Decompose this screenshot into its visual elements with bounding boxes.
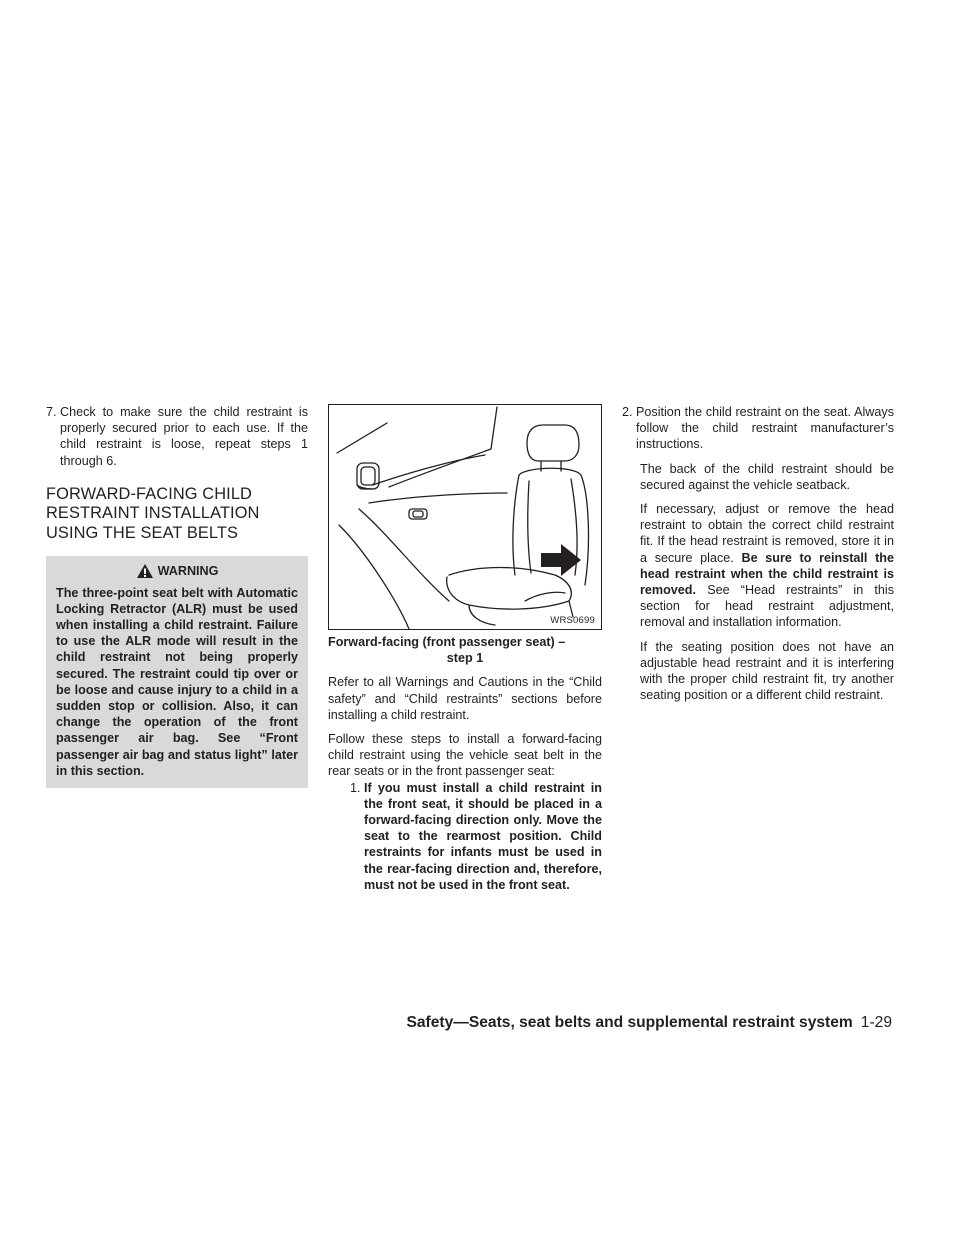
warning-triangle-icon [136, 563, 154, 579]
head-restraint-text: If necessary, adjust or remove the head restraint to obtain the correct child restraint fit. If the head restraint is removed, store it in a secure place. [640, 502, 894, 565]
middle-column [328, 404, 602, 893]
seat-illustration [328, 404, 602, 630]
footer-title: Safety—Seats, seat belts and supplemental restraint system [406, 1014, 853, 1031]
step-number: 1. [350, 780, 361, 795]
step-1 [328, 780, 602, 893]
seat-drawing [329, 405, 601, 629]
step-text: Position the child restraint on the seat. Always follow the child restraint manufacturer’s instructions. [636, 405, 894, 452]
intro-paragraph: Refer to all Warnings and Cautions in the “Child safety” and “Child restraints” sections before installing a child restraint. [328, 675, 602, 722]
section-title: FORWARD-FACING CHILD RESTRAINT INSTALLATION USING THE SEAT BELTS [46, 484, 260, 542]
head-restraint-tail: See “Head restraints” in this section for head restraint adjustment, removal and installation information. [640, 583, 894, 630]
page-footer [400, 1013, 892, 1033]
left-column [46, 404, 308, 788]
seatback-paragraph: The back of the child restraint should be secured against the vehicle seatback. [640, 461, 894, 492]
figure-code: WRS0699 [550, 615, 595, 626]
head-restraint-paragraph [640, 501, 894, 631]
head-restraint-bold: Be sure to reinstall the head restraint when the child restraint is removed. [640, 550, 894, 598]
caption-line-1: Forward-facing (front passenger seat) – [328, 635, 566, 649]
figure-caption [328, 634, 602, 666]
caption-line-2: step 1 [446, 651, 484, 666]
warning-label: WARNING [157, 563, 219, 578]
warning-box [46, 556, 308, 788]
steps-intro-paragraph: Follow these steps to install a forward-facing child restraint using the vehicle seat belt in the rear seats or in the front passenger seat: [328, 732, 602, 779]
step-number: 7. [46, 405, 57, 419]
step-text: Check to make sure the child restraint is properly secured prior to each use. If the child restraint is loose, repeat steps 1 through 6. [60, 405, 308, 468]
right-column [622, 404, 894, 703]
warning-header [56, 562, 298, 580]
step-7 [46, 404, 308, 469]
step-2 [622, 404, 894, 453]
seating-position-paragraph: If the seating position does not have an adjustable head restraint and it is interfering with the proper child restraint fit, try another seating position or a different child restraint. [640, 639, 894, 703]
step-number: 2. [622, 405, 633, 419]
warning-text: The three-point seat belt with Automatic Locking Retractor (ALR) must be used when installing a child restraint. Failure to use the ALR mode will result in the child restraint not being properly secured. The restraint could tip over or be loose and cause injury to a child in a sudden stop or collision. Also, it can change the operation of the front passenger air bag. See “Front passenger air bag and status light” later in this section. [56, 585, 298, 778]
step-text: If you must install a child restraint in the front seat, it should be placed in a forward-facing direction only. Move the seat to the rearmost position. Child restraints for infants must be used in the rear-facing direction and, therefore, must not be used in the front seat. [364, 780, 602, 892]
page-number: 1-29 [860, 1014, 892, 1031]
